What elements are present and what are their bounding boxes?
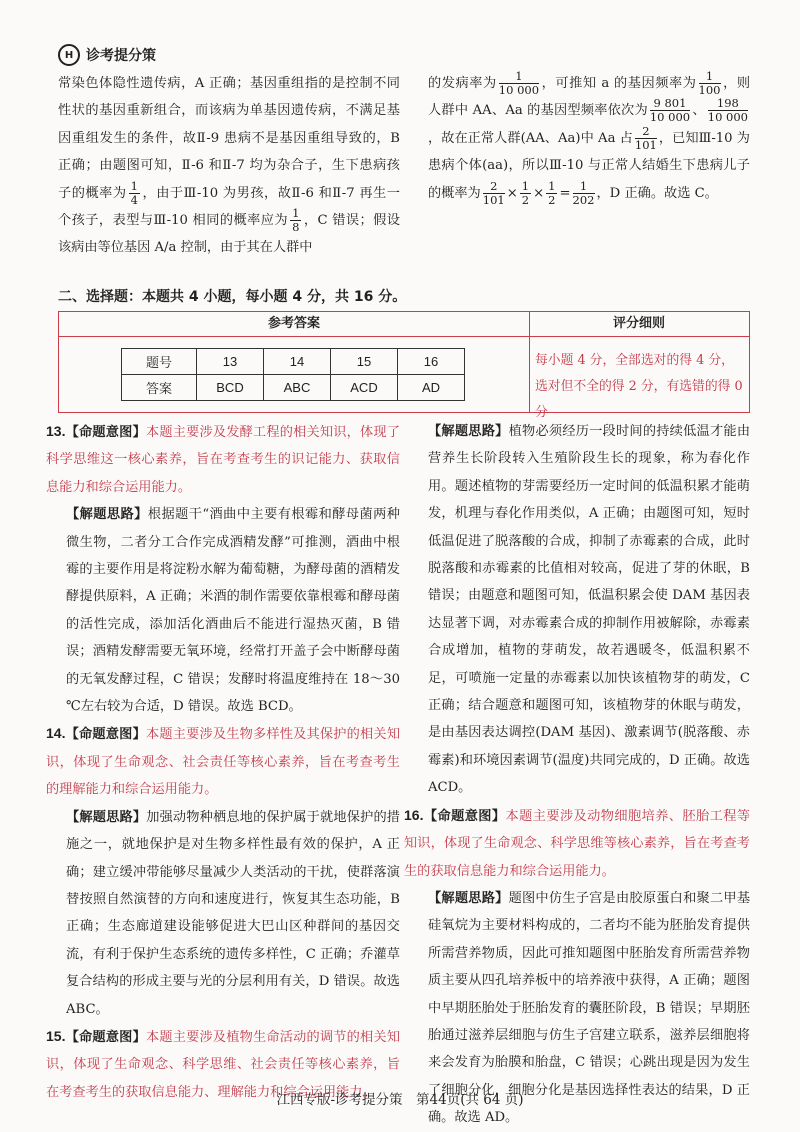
q13-solution: 【解题思路】根据题干“酒曲中主要有根霉和酵母菌两种微生物，二者分工合作完成酒精发酵”可推测，酒曲中根霉的主要作用是将淀粉水解为葡萄糖，为酵母菌的酒精发酵提供原料，A 正确；米酒的制作需要依靠根霉和酵母菌的活性完成，添加活化酒曲后不能进行湿热灭菌，B 错误；酒精发酵需要无氧环境，经常打开盖子会中断酵母菌的无氧发酵过程，C 错误；发酵时将温度维持在 18～30 ℃左右较为合适，D 错误。故选 BCD。 bbox=[66, 507, 400, 715]
table-cell: BCD bbox=[197, 375, 264, 401]
fraction: $\frac{1}{4}$ bbox=[130, 178, 138, 207]
text-segment: ，C 错误；假设该病由等位基因 A/a 控制，由于其在人群中 bbox=[58, 213, 400, 256]
fraction: $\frac{1}{2}$ bbox=[521, 178, 530, 207]
answer-table bbox=[121, 348, 465, 401]
right-column bbox=[404, 418, 751, 1132]
fraction: $\frac{1}{100}$ bbox=[698, 69, 721, 97]
page-footer: 江西专版-诊考提分策 第44页(共 64 页) bbox=[276, 1092, 524, 1108]
row-label: 答案 bbox=[122, 375, 197, 401]
table-row bbox=[122, 375, 465, 401]
fraction: $\frac{1}{10 000}$ bbox=[498, 69, 540, 97]
answer-box bbox=[58, 311, 750, 420]
table-cell: ACD bbox=[331, 375, 398, 401]
row-label: 题号 bbox=[122, 349, 197, 375]
table-cell: 16 bbox=[398, 349, 465, 375]
text-segment: ，由于Ⅲ-10 为男孩，故Ⅱ-6 和Ⅱ-7 再生一个孩子，表型与Ⅲ-10 相同的概率应为 bbox=[58, 185, 400, 229]
q14-solution: 【解题思路】加强动物种栖息地的保护属于就地保护的措施之一，就地保护是对生物多样性最有效的保护，A 正确；建立缓冲带能够尽量减少人类活动的干扰，使群落演替按照自然演替的方向和速度进行，恢复其生态功能，B 正确；生态廊道建设能够促进大巴山区种群间的基因交流，有利于保护生态系统的遗传多样性，C 正确；乔灌草复合结构的形成主要与光的分层利用有关，D 错误。故选 ABC。 bbox=[66, 809, 400, 1017]
fraction: $\frac{198}{10 000}$ bbox=[707, 96, 748, 125]
table-cell: 15 bbox=[331, 349, 398, 375]
header-title: 诊考提分策 bbox=[86, 48, 156, 64]
table-cell: 13 bbox=[197, 349, 264, 375]
reference-answer-title: 参考答案 bbox=[59, 312, 530, 337]
top-left-paragraph bbox=[58, 70, 400, 262]
scoring-rules-title: 评分细则 bbox=[529, 312, 749, 337]
brand-logo-icon: H bbox=[58, 44, 80, 66]
fraction: $\frac{2}{101}$ bbox=[634, 123, 657, 152]
fraction: $\frac{1}{2}$ bbox=[548, 178, 556, 207]
q13-intent: 13.【命题意图】本题主要涉及发酵工程的相关知识，体现了科学思维这一核心素养，旨在考查考生的识记能力、获取信息能力和综合运用能力。 bbox=[46, 423, 401, 495]
section-heading: 二、选择题：本题共 4 小题，每小题 4 分，共 16 分。 bbox=[58, 289, 407, 305]
q16-intent: 16.【命题意图】本题主要涉及动物细胞培养、胚胎工程等知识，体现了生命观念、科学思维等核心素养，旨在考查考生的获取信息能力和综合运用能力。 bbox=[404, 806, 751, 879]
table-cell: 14 bbox=[264, 349, 331, 375]
q15-solution: 【解题思路】植物必须经历一段时间的持续低温才能由营养生长阶段转入生殖阶段生长的现象，称为春化作用。题述植物的芽需要经历一定时间的低温积累才能萌发，机理与春化作用类似，A 正确；由题图可知，短时低温促进了脱落酸的合成，抑制了赤霉素的合成，此时脱落酸和赤霉素的比值相对较高，促进了芽的休眠，B 错误；由题意和题图可知，低温积累会使 DAM 基因表达显著下调，对赤霉素合成的抑制作用被解除，赤霉素合成增加，植物的芽萌发，故若遇暖冬，低温积累不足，可喷施一定量的赤霉素以加快该植物芽的萌发，C 正确；结合题意和题图可知，该植物芽的休眠与萌发，是由基因表达调控(DAM 基因)、激素调节(脱落酸、赤霉素)和环境因素调节(温度)共同完成的，D 正确。故选 ACD。 bbox=[428, 424, 751, 796]
q15-intent: 15.【命题意图】本题主要涉及植物生命活动的调节的相关知识，体现了生命观念、科学思维、社会责任等核心素养，旨在考查考生的获取信息能力、理解能力和综合运用能力。 bbox=[46, 1027, 401, 1100]
page-header bbox=[58, 44, 156, 66]
table-row bbox=[122, 349, 465, 375]
fraction: $\frac{2}{101}$ bbox=[482, 178, 505, 207]
table-cell: ABC bbox=[264, 375, 331, 401]
fraction: $\frac{1}{8}$ bbox=[292, 206, 300, 235]
fraction: $\frac{9 801}{10 000}$ bbox=[649, 96, 691, 125]
left-column bbox=[46, 418, 400, 1106]
q16-solution: 【解题思路】题图中仿生子宫是由胶原蛋白和聚二甲基硅氧烷为主要材料构成的，二者均不能为胚胎发育提供所需营养物质，因此可推知题图中胚胎发育所需营养物质主要从四孔培养板中的培养液中获得，A 正确；题图中早期胚胎处于胚胎发育的囊胚阶段，B 错误；早期胚胎通过滋养层细胞与仿生子宫建立联系，滋养层细胞将来会发育为胎膜和胎盘，C 错误；心跳出现是因为发生了细胞分化，细胞分化是基因选择性表达的结果，D 正确。故选 AD。 bbox=[428, 890, 751, 1126]
scoring-text: 每小题 4 分，全部选对的得 4 分，选对但不全的得 2 分，有选错的得 0 分 bbox=[535, 353, 743, 420]
table-cell: AD bbox=[398, 375, 465, 401]
text-segment: 常染色体隐性遗传病，A 正确；基因重组指的是控制不同性状的基因重新组合，而该病为单基因遗传病，不满足基因重组发生的条件，故Ⅱ-9 患病不是基因重组导致的，B 正确；由题图可知，Ⅱ-6 和Ⅱ-7 均为杂合子，生下患病孩子的概率为 bbox=[58, 76, 400, 201]
q14-intent: 14.【命题意图】本题主要涉及生物多样性及其保护的相关知识，体现了生命观念、社会责任等核心素养，旨在考查考生的理解能力和综合运用能力。 bbox=[46, 725, 401, 798]
box-divider bbox=[529, 336, 530, 412]
top-right-paragraph: 的发病率为 $\frac{1}{10 000}$ ，可推知 a 的基因频率为 $\frac{1}{100}$ ，则人群中 AA、Aa 的基因型频率依次为 $\frac{9 801}{10 000}$ 、 $\frac{198}{10 000}$ ，故在正常人群(AA、Aa)中 Aa 占 $\frac{2}{101}$ ，已知Ⅲ-10 为患病个体(aa)，所以Ⅲ-10 与正常人结婚生下患病儿子的概率为 $\frac{2}{101}$ × $\frac{1}{2}$ × $\frac{1}{2}$ = $\frac{1}{202}$ ，D 正确。故选 C。 bbox=[428, 69, 751, 207]
fraction: $\frac{1}{202}$ bbox=[572, 178, 595, 207]
